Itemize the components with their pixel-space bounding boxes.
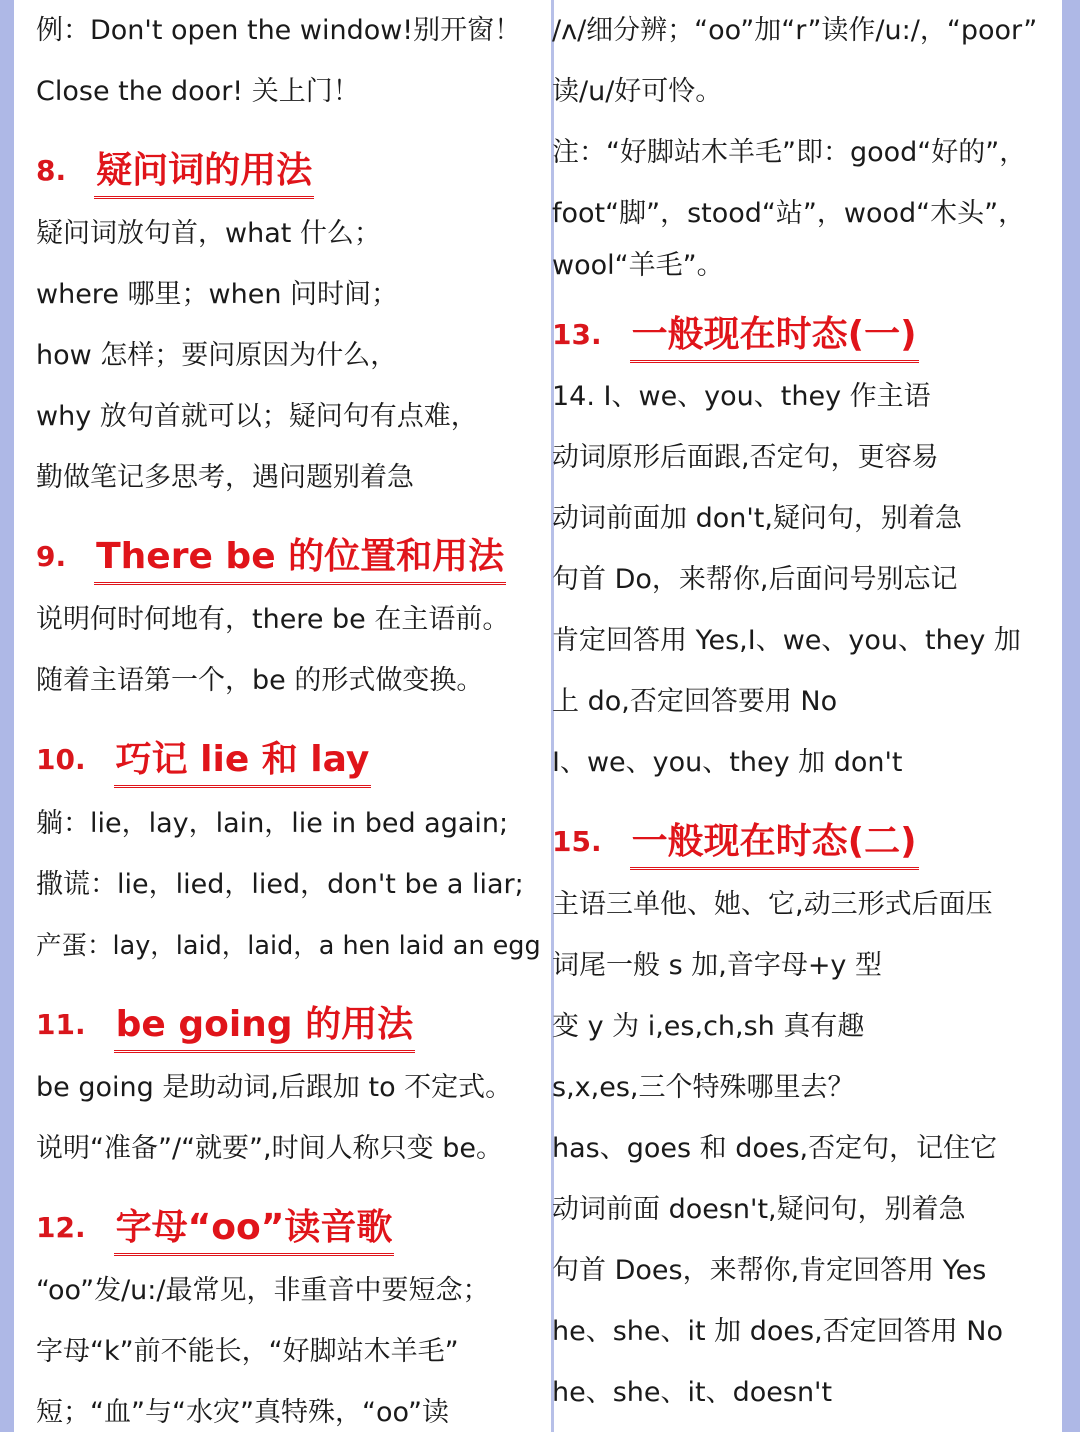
section-number: 12.	[36, 1211, 86, 1244]
text-line: 说明“准备”/“就要”,时间人称只变 be。	[36, 1133, 503, 1164]
text-line: 肯定回答用 Yes,I、we、you、they 加	[552, 625, 1021, 656]
text-line: he、she、it、doesn't	[552, 1377, 833, 1408]
section-title: 字母“oo”读音歌	[114, 1199, 395, 1256]
text-line: 疑问词放句首，what 什么；	[36, 218, 381, 249]
section-number: 10.	[36, 743, 86, 776]
text-line: 动词前面 doesn't,疑问句，别着急	[552, 1194, 966, 1225]
fade-overlay	[832, 1372, 1052, 1418]
text-line: 注：“好脚站木羊毛”即：good“好的”，	[552, 137, 1027, 168]
text-line: 句首 Do，来帮你,后面问号别忘记	[552, 564, 958, 595]
text-line: 产蛋：lay，laid，laid，a hen laid an egg	[36, 931, 541, 961]
text-line: 14. I、we、you、they 作主语	[552, 381, 931, 412]
section-number: 11.	[36, 1008, 86, 1041]
text-line: foot“脚”，stood“站”，wood“木头”，	[552, 198, 1026, 229]
section-heading-15	[552, 813, 919, 863]
text-line: 躺：lie，lay，lain，lie in bed again;	[36, 808, 509, 839]
section-number: 15.	[552, 825, 602, 858]
section-heading-12	[36, 1199, 394, 1249]
text-line: 变 y 为 i,es,ch,sh 真有趣	[552, 1011, 865, 1042]
text-line: 动词前面加 don't,疑问句，别着急	[552, 503, 962, 534]
text-line: 读/u/好可怜。	[552, 76, 723, 107]
text-line: I、we、you、they 加 don't	[552, 747, 903, 778]
text-line: Close the door! 关上门！	[36, 76, 360, 107]
section-title: 一般现在时态(二)	[630, 813, 919, 870]
section-title: 疑问词的用法	[94, 142, 314, 199]
section-heading-9	[36, 528, 506, 578]
section-heading-8	[36, 142, 314, 192]
text-line: 短；“血”与“水灾”真特殊，“oo”读	[36, 1397, 450, 1428]
text-line: 撒谎：lie，lied，lied，don't be a liar;	[36, 869, 524, 900]
section-title: There be 的位置和用法	[94, 528, 506, 585]
section-number: 9.	[36, 540, 67, 573]
text-line: 字母“k”前不能长，“好脚站木羊毛”	[36, 1336, 459, 1367]
section-number: 8.	[36, 154, 67, 187]
text-line: 随着主语第一个，be 的形式做变换。	[36, 665, 484, 696]
text-line: 上 do,否定回答要用 No	[552, 686, 838, 717]
text-line: how 怎样；要问原因为什么，	[36, 340, 398, 371]
document-page	[14, 0, 1062, 1432]
text-line: has、goes 和 does,否定句，记住它	[552, 1133, 998, 1164]
text-line: 词尾一般 s 加,音字母+y 型	[552, 950, 882, 981]
section-heading-11	[36, 996, 415, 1046]
section-title: 巧记 lie 和 lay	[114, 731, 372, 788]
text-line: 动词原形后面跟,否定句，更容易	[552, 442, 939, 473]
text-line: 句首 Does，来帮你,肯定回答用 Yes	[552, 1255, 987, 1286]
text-line: 勤做笔记多思考，遇问题别着急	[36, 462, 414, 493]
section-title: be going 的用法	[114, 996, 416, 1053]
text-line: where 哪里；when 问时间；	[36, 279, 399, 310]
text-line: 说明何时何地有，there be 在主语前。	[36, 604, 510, 635]
text-line: why 放句首就可以；疑问句有点难，	[36, 401, 478, 432]
text-line: 例：Don't open the window!别开窗！	[36, 15, 522, 46]
text-line: s,x,es,三个特殊哪里去？	[552, 1072, 855, 1103]
section-number: 13.	[552, 318, 602, 351]
text-line: /ʌ/细分辨；“oo”加“r”读作/u:/，“poor”	[552, 15, 1038, 46]
text-line: be going 是助动词,后跟加 to 不定式。	[36, 1072, 513, 1103]
text-line: “oo”发/u:/最常见，非重音中要短念；	[36, 1275, 490, 1306]
section-heading-13	[552, 306, 919, 356]
text-line: wool“羊毛”。	[552, 250, 724, 281]
section-heading-10	[36, 731, 371, 781]
text-line: 主语三单他、她、它,动三形式后面压	[552, 889, 993, 920]
text-line: he、she、it 加 does,否定回答用 No	[552, 1316, 1003, 1347]
section-title: 一般现在时态(一)	[630, 306, 919, 363]
